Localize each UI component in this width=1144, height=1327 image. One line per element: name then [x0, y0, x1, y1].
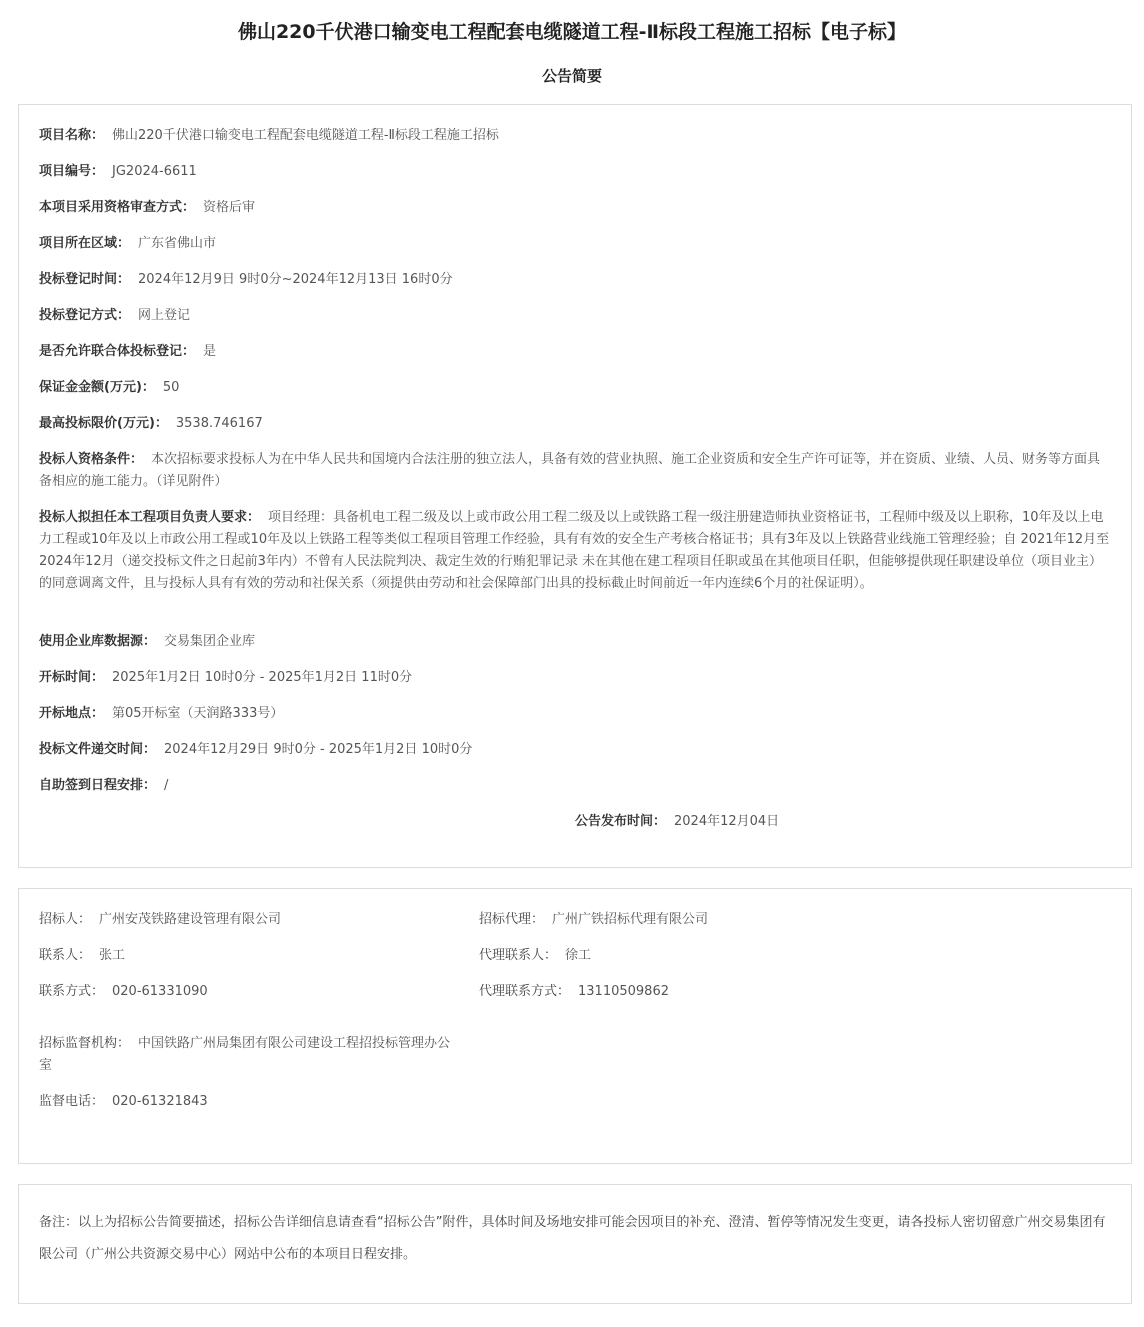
supervisor-value: 中国铁路广州局集团有限公司建设工程招投标管理办公室 — [39, 1036, 451, 1073]
field-registration-time — [39, 269, 1111, 291]
agency-contact-value: 徐工 — [565, 948, 592, 963]
field-qualification-review — [39, 197, 1111, 219]
agency-value: 广州广铁招标代理有限公司 — [552, 912, 709, 927]
field-value: 3538.746167 — [175, 416, 263, 431]
supervisor — [39, 1033, 459, 1077]
field-value: JG2024-6611 — [112, 164, 197, 179]
note-text: 备注：以上为招标公告简要描述，招标公告详细信息请查看“招标公告”附件，具体时间及场地安排可能会因项目的补充、澄清、暂停等情况发生变更，请各投标人密切留意广州交易集团有限公司（广州公共资源交易中心）网站中公布的本项目日程安排。 — [39, 1215, 1106, 1262]
agency-contact-label: 代理联系人： — [479, 948, 558, 963]
supervisor-phone-value: 020-61321843 — [112, 1094, 208, 1109]
field-label: 投标登记时间： — [39, 272, 131, 287]
field-value: 资格后审 — [203, 200, 256, 215]
field-value: 佛山220千伏港口输变电工程配套电缆隧道工程-Ⅱ标段工程施工招标 — [112, 128, 499, 143]
field-value: 广东省佛山市 — [138, 236, 217, 251]
field-value: 2024年12月9日 9时0分~2024年12月13日 16时0分 — [138, 272, 453, 287]
agency-contact-phone — [479, 981, 1099, 1003]
field-label: 投标登记方式： — [39, 308, 131, 323]
field-label: 项目名称： — [39, 128, 105, 143]
field-value: 网上登记 — [138, 308, 191, 323]
field-enterprise-database — [39, 631, 1111, 653]
field-value: 交易集团企业库 — [164, 634, 256, 649]
field-label: 使用企业库数据源： — [39, 634, 157, 649]
field-value: 是 — [203, 344, 217, 359]
field-value: 本次招标要求投标人为在中华人民共和国境内合法注册的独立法人，具备有效的营业执照、施工企业资质和安全生产许可证等，并在资质、业绩、人员、财务等方面具备相应的施工能力。（详见附件） — [39, 452, 1101, 489]
agency-label: 招标代理： — [479, 912, 545, 927]
field-max-price — [39, 413, 1111, 435]
field-label: 投标人拟担任本工程项目负责人要求： — [39, 510, 261, 525]
field-value: 50 — [162, 380, 180, 395]
field-label: 是否允许联合体投标登记： — [39, 344, 196, 359]
field-label: 自助签到日程安排： — [39, 778, 157, 793]
field-deposit-amount — [39, 377, 1111, 399]
field-label: 投标文件递交时间： — [39, 742, 157, 757]
field-label: 最高投标限价(万元)： — [39, 416, 168, 431]
page-subtitle: 公告简要 — [541, 67, 602, 85]
field-project-manager-requirement — [39, 507, 1111, 595]
agency — [479, 909, 1099, 931]
contact-phone-value: 020-61331090 — [112, 984, 208, 999]
page-title: 佛山220千伏港口输变电工程配套电缆隧道工程-Ⅱ标段工程施工招标【电子标】 — [237, 21, 907, 43]
field-value: 项目经理：具备机电工程二级及以上或市政公用工程二级及以上或铁路工程一级注册建造师执业资格证书，工程师中级及以上职称，10年及以上电力工程或10年及以上市政公用工程或10年及以上铁路工程等类似工程项目管理工作经验，具有有效的安全生产考核合格证书；具有3年及以上铁路营业线施工管理经验；自 2021年12月至 2024年12月（递交投标文件之日起前3年内）不曾有人民法院判决、裁定生效的行贿犯罪记录 未在其他在建工程项目任职或虽在其他项目任职，但能够提供现任职建设单位（项目业主）的同意调离文件，且与投标人具有有效的劳动和社保关系（须提供由劳动和社会保障部门出具的投标截止时间前近一年内连续6个月的社保证明）。 — [39, 510, 1110, 591]
supervisor-phone-label: 监督电话： — [39, 1094, 105, 1109]
contact-person-label: 联系人： — [39, 948, 92, 963]
field-label: 本项目采用资格审查方式： — [39, 200, 196, 215]
contact-person — [39, 945, 469, 967]
contact-person-value: 张工 — [99, 948, 126, 963]
field-project-number — [39, 161, 1111, 183]
field-bidder-qualification — [39, 449, 1111, 493]
field-consortium-allowed — [39, 341, 1111, 363]
field-label: 项目编号： — [39, 164, 105, 179]
field-label: 保证金金额(万元)： — [39, 380, 155, 395]
agency-contact-person — [479, 945, 1099, 967]
field-self-checkin — [39, 775, 1111, 797]
field-value: 2024年12月29日 9时0分 - 2025年1月2日 10时0分 — [164, 742, 473, 757]
field-submission-time — [39, 739, 1111, 761]
publish-time — [575, 811, 779, 833]
contacts-panel — [18, 888, 1132, 1164]
publish-time-label: 公告发布时间： — [575, 814, 667, 829]
summary-panel — [18, 104, 1132, 868]
field-opening-location — [39, 703, 1111, 725]
field-region — [39, 233, 1111, 255]
contact-phone-label: 联系方式： — [39, 984, 105, 999]
publish-time-value: 2024年12月04日 — [674, 814, 780, 829]
field-registration-method — [39, 305, 1111, 327]
tenderer-label: 招标人： — [39, 912, 92, 927]
supervisor-label: 招标监督机构： — [39, 1036, 131, 1051]
field-label: 投标人资格条件： — [39, 452, 144, 467]
field-label: 开标时间： — [39, 670, 105, 685]
agency-phone-value: 13110509862 — [578, 984, 669, 999]
field-value: 2025年1月2日 10时0分 - 2025年1月2日 11时0分 — [112, 670, 413, 685]
contact-phone — [39, 981, 469, 1003]
field-value: 第05开标室（天润路333号） — [112, 706, 284, 721]
note-panel — [18, 1184, 1132, 1304]
field-value: / — [164, 778, 169, 793]
field-opening-time — [39, 667, 1111, 689]
field-label: 项目所在区域： — [39, 236, 131, 251]
supervisor-phone — [39, 1091, 469, 1113]
tenderer — [39, 909, 469, 931]
field-project-name — [39, 125, 1111, 147]
agency-phone-label: 代理联系方式： — [479, 984, 571, 999]
tenderer-value: 广州安茂铁路建设管理有限公司 — [99, 912, 282, 927]
field-label: 开标地点： — [39, 706, 105, 721]
